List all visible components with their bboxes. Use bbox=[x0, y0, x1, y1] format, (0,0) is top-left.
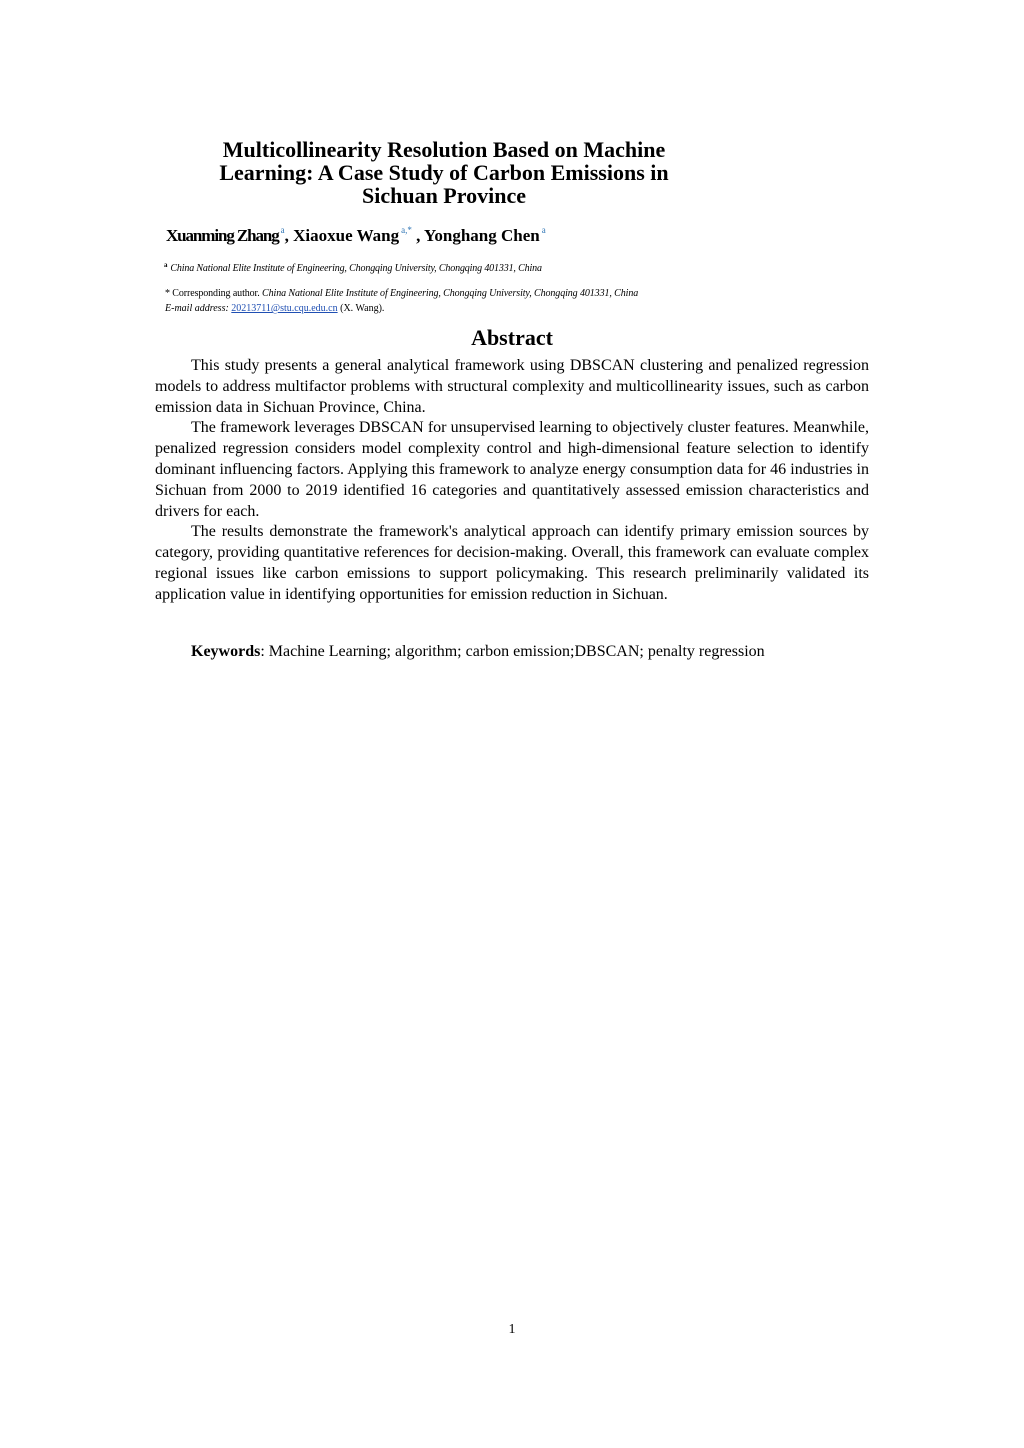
affiliation-marker: a bbox=[164, 261, 168, 269]
email-suffix: (X. Wang). bbox=[340, 303, 385, 314]
corresponding-label: * Corresponding author. bbox=[165, 288, 260, 299]
author-separator: , bbox=[284, 226, 294, 245]
abstract-paragraph: The results demonstrate the framework's analytical approach can identify primary emission sources by category, providing quantitative references for decision-making. Overall, this framework can evaluate complex regional issues like carbon emissions to support policymaking. This research preliminarily validated its application value in identifying opportunities for emission reduction in Sichuan. bbox=[155, 523, 869, 603]
keywords bbox=[191, 643, 765, 661]
author-affiliation-marker: a bbox=[541, 225, 546, 235]
abstract-paragraph: The framework leverages DBSCAN for unsupervised learning to objectively cluster features. Meanwhile, penalized regression considers model complexity control and high-dimensional feature selection to identify dominant influencing factors. Applying this framework to analyze energy consumption data for 46 industries in Sichuan from 2000 to 2019 identified 16 categories and quantitatively assessed emission characteristics and drivers for each. bbox=[155, 419, 869, 520]
author-affiliation-marker: a bbox=[280, 225, 285, 235]
paper-title bbox=[160, 138, 728, 207]
abstract-body bbox=[155, 356, 869, 606]
author-name: Xuanming Zhang bbox=[166, 226, 279, 245]
keywords-label: Keywords bbox=[191, 643, 261, 660]
abstract-paragraph: This study presents a general analytical framework using DBSCAN clustering and penalized regression models to address multifactor problems with structural complexity and multicollinearity issues, such as carbon emission data in Sichuan Province, China. bbox=[155, 357, 869, 416]
email-link[interactable]: 20213711@stu.cqu.edu.cn bbox=[231, 303, 338, 314]
author-name: Yonghang Chen bbox=[423, 226, 540, 245]
keywords-text: : Machine Learning; algorithm; carbon emission;DBSCAN; penalty regression bbox=[260, 643, 765, 660]
abstract-heading: Abstract bbox=[471, 325, 553, 350]
author-list bbox=[166, 225, 546, 246]
title-line: Sichuan Province bbox=[361, 183, 526, 208]
title-line: Learning: A Case Study of Carbon Emissions in bbox=[219, 160, 669, 185]
email-line bbox=[165, 303, 384, 314]
affiliation-text: China National Elite Institute of Engineering, Chongqing University, Chongqing 401331, China bbox=[170, 263, 542, 274]
corresponding-text: China National Elite Institute of Engineering, Chongqing University, Chongqing 401331, China bbox=[262, 288, 639, 299]
author-name: Xiaoxue Wang bbox=[293, 226, 400, 245]
author-affiliation-marker: a,* bbox=[401, 225, 412, 235]
title-line: Multicollinearity Resolution Based on Machine bbox=[222, 137, 666, 162]
affiliation bbox=[164, 261, 542, 274]
email-label: E-mail address: bbox=[165, 303, 229, 314]
corresponding-author bbox=[165, 288, 638, 299]
page-number: 1 bbox=[508, 1322, 516, 1337]
author-separator: , bbox=[411, 226, 424, 245]
